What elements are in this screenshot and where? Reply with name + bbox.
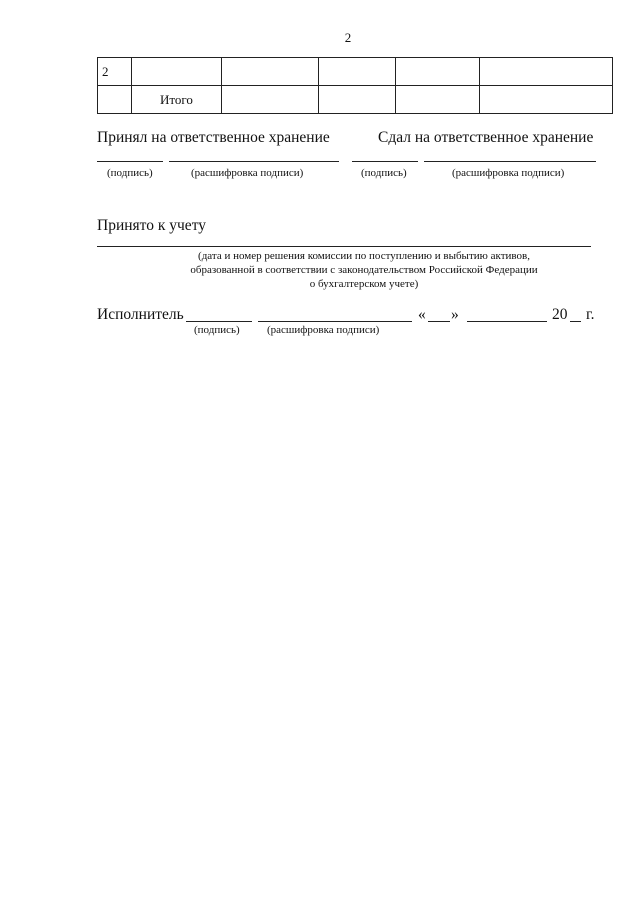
table-cell — [221, 58, 318, 86]
table-row — [98, 86, 613, 114]
month-line — [467, 321, 547, 322]
registered-note-line-2: образованной в соответствии с законодательством Российской Федерации — [190, 264, 538, 276]
table-cell — [396, 86, 480, 114]
handed-signature-caption: (подпись) — [361, 167, 407, 179]
year-line — [570, 321, 581, 322]
accepted-signature-line — [97, 161, 163, 162]
accepted-decode-line — [169, 161, 339, 162]
table-cell — [221, 86, 318, 114]
handed-title: Сдал на ответственное хранение — [378, 129, 594, 146]
quote-open: « — [418, 306, 426, 323]
executor-decode-caption: (расшифровка подписи) — [267, 324, 380, 336]
registered-title: Принято к учету — [97, 217, 207, 234]
accepted-title: Принял на ответственное хранение — [97, 129, 330, 146]
table-cell — [131, 58, 221, 86]
table-cell — [318, 86, 396, 114]
table-row — [98, 58, 613, 86]
accepted-decode-caption: (расшифровка подписи) — [191, 167, 304, 179]
year-prefix: 20 — [552, 306, 568, 323]
handed-signature-line — [352, 161, 418, 162]
page-number: 2 — [344, 30, 352, 45]
table-cell — [396, 58, 480, 86]
executor-signature-caption: (подпись) — [194, 324, 240, 336]
accepted-signature-caption: (подпись) — [107, 167, 153, 179]
table-cell — [98, 86, 132, 114]
handed-decode-line — [424, 161, 596, 162]
handed-decode-caption: (расшифровка подписи) — [452, 167, 565, 179]
items-table — [97, 57, 613, 114]
registered-note-line-1: (дата и номер решения комиссии по поступлению и выбытию активов, — [198, 250, 530, 262]
total-label-cell: Итого — [131, 86, 221, 114]
table-cell: 2 — [98, 58, 132, 86]
day-line — [428, 321, 450, 322]
table-cell — [480, 58, 613, 86]
executor-signature-line — [186, 321, 252, 322]
year-suffix: г. — [586, 306, 595, 323]
executor-label: Исполнитель — [97, 306, 184, 323]
executor-decode-line — [258, 321, 412, 322]
registered-line — [97, 246, 591, 247]
registered-note-line-3: о бухгалтерском учете) — [309, 278, 419, 290]
table-cell — [318, 58, 396, 86]
table-cell — [480, 86, 613, 114]
quote-close: » — [451, 306, 459, 323]
